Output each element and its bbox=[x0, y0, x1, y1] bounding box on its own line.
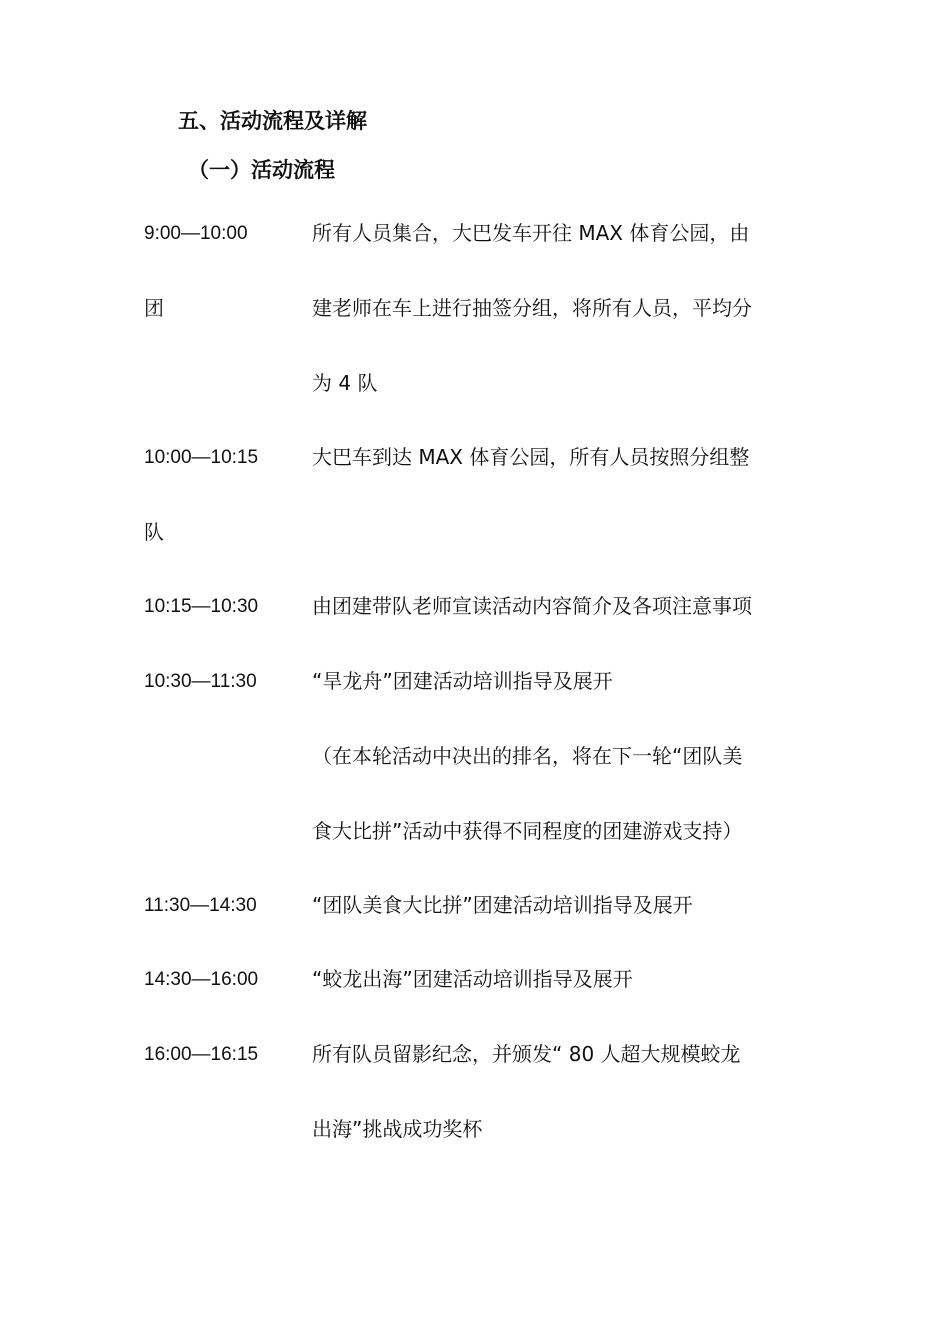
schedule-text-line: 建老师在车上进行抽签分组，将所有人员，平均分 bbox=[312, 296, 752, 320]
schedule-text-line: （在本轮活动中决出的排名，将在下一轮“团队美 bbox=[312, 744, 743, 768]
schedule-text-line: 食大比拼”活动中获得不同程度的团建游戏支持） bbox=[312, 819, 743, 843]
schedule-text-line: 为 4 队 bbox=[312, 371, 378, 395]
schedule-text-line: 由团建带队老师宣读活动内容简介及各项注意事项 bbox=[312, 594, 752, 618]
schedule-text-line: 出海”挑战成功奖杯 bbox=[312, 1117, 483, 1141]
schedule-time: 10:30—11:30 bbox=[144, 671, 257, 692]
schedule-text-wrap: 团 bbox=[144, 296, 164, 320]
schedule-time: 9:00—10:00 bbox=[144, 223, 248, 244]
schedule-text-line: 大巴车到达 MAX 体育公园，所有人员按照分组整 bbox=[312, 445, 750, 469]
subsection-heading: （一）活动流程 bbox=[188, 158, 335, 182]
schedule-time: 16:00—16:15 bbox=[144, 1044, 259, 1065]
schedule-text-wrap: 队 bbox=[144, 520, 164, 544]
schedule-time: 10:15—10:30 bbox=[144, 596, 259, 617]
schedule-text-line: “旱龙舟”团建活动培训指导及展开 bbox=[312, 669, 613, 693]
schedule-time: 11:30—14:30 bbox=[144, 895, 257, 916]
section-heading: 五、活动流程及详解 bbox=[178, 109, 367, 133]
schedule-text-line: “团队美食大比拼”团建活动培训指导及展开 bbox=[312, 893, 693, 917]
schedule-text-line: 所有人员集合，大巴发车开往 MAX 体育公园，由 bbox=[312, 221, 750, 245]
schedule-time: 10:00—10:15 bbox=[144, 447, 259, 468]
schedule-text-line: 所有队员留影纪念，并颁发“ 80 人超大规模蛟龙 bbox=[312, 1042, 741, 1066]
schedule-text-line: “蛟龙出海”团建活动培训指导及展开 bbox=[312, 967, 633, 991]
schedule-time: 14:30—16:00 bbox=[144, 969, 259, 990]
